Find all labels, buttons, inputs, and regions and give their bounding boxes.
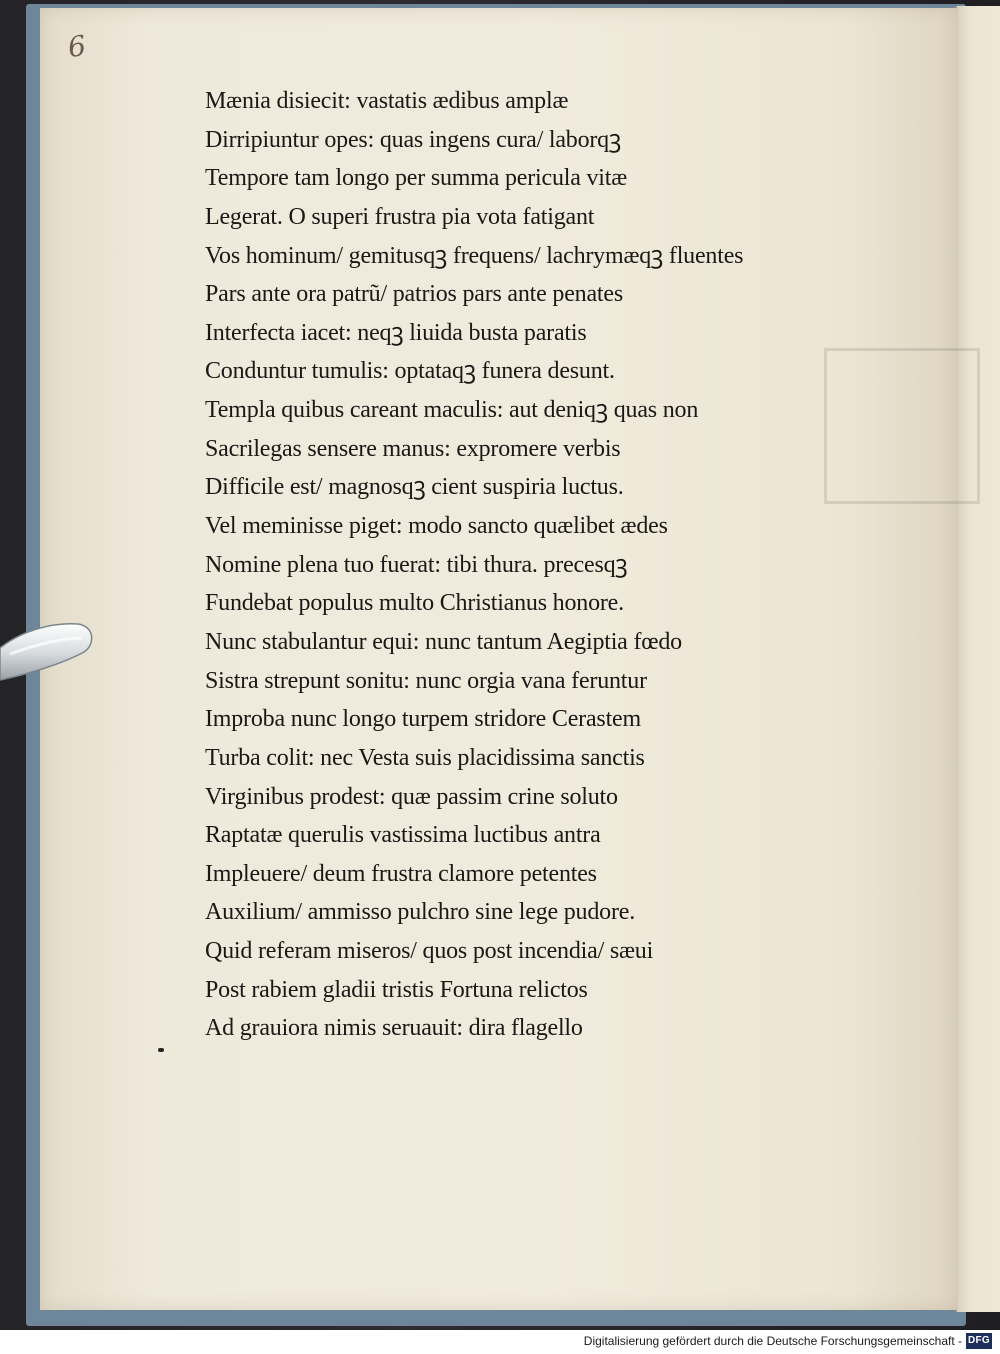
- margin-ink-mark: [158, 1048, 164, 1052]
- verse-line: Mænia disiecit: vastatis ædibus amplæ: [205, 88, 569, 114]
- verse-line: Post rabiem gladii tristis Fortuna relictos: [205, 976, 588, 1003]
- verse-line: Vel meminisse piget: modo sancto quælibet ædes: [205, 513, 668, 540]
- verse-line: Interfecta iacet: neqꝫ liuida busta paratis: [205, 319, 587, 346]
- verse-line: Virginibus prodest: quæ passim crine soluto: [205, 783, 618, 810]
- verse-line: Tempore tam longo per summa pericula vitæ: [205, 165, 628, 192]
- digitization-footer: [0, 1330, 1000, 1354]
- verse-line: Raptatæ querulis vastissima luctibus antra: [205, 822, 601, 849]
- page-number-handwritten: 6: [65, 28, 89, 65]
- verse-line: Improba nunc longo turpem stridore Cerastem: [205, 706, 641, 733]
- verse-line: Fundebat populus multo Christianus honore.: [205, 590, 624, 617]
- verse-line: Sistra strepunt sonitu: nunc orgia vana feruntur: [205, 667, 647, 694]
- verse-line: Impleuere/ deum frustra clamore petentes: [205, 860, 597, 887]
- verse-line: Vos hominum/ gemitusqꝫ frequens/ lachrymæqꝫ fluentes: [205, 242, 744, 269]
- facing-page-edge: [955, 6, 1000, 1312]
- verse-line: Auxilium/ ammisso pulchro sine lege pudore.: [205, 899, 635, 926]
- verse-text-block: [205, 82, 825, 1048]
- page-holder-arrow-icon: [0, 618, 96, 684]
- verse-line: Turba colit: nec Vesta suis placidissima sanctis: [205, 744, 645, 771]
- verse-line: Nunc stabulantur equi: nunc tantum Aegiptia fœdo: [205, 628, 682, 655]
- verse-line: Dirripiuntur opes: quas ingens cura/ laborqꝫ: [205, 126, 622, 153]
- verse-line: Difficile est/ magnosqꝫ cient suspiria luctus.: [205, 474, 624, 501]
- verse-line: Quid referam miseros/ quos post incendia/ sæui: [205, 938, 654, 965]
- verse-line: Conduntur tumulis: optataqꝫ funera desunt.: [205, 358, 615, 385]
- verse-line: Ad grauiora nimis seruauit: dira flagello: [205, 1015, 583, 1042]
- funding-credit: Digitalisierung gefördert durch die Deutsche Forschungsgemeinschaft -: [583, 1334, 962, 1348]
- verse-line: Legerat. O superi frustra pia vota fatigant: [205, 203, 595, 230]
- verse-line: Sacrilegas sensere manus: expromere verbis: [205, 435, 621, 462]
- verse-line: Pars ante ora patrũ/ patrios pars ante penates: [205, 281, 623, 308]
- verse-line: Nomine plena tuo fuerat: tibi thura. precesqꝫ: [205, 551, 628, 578]
- verse-line: Templa quibus careant maculis: aut deniqꝫ quas non: [205, 397, 699, 424]
- dfg-logo: DFG: [966, 1333, 992, 1349]
